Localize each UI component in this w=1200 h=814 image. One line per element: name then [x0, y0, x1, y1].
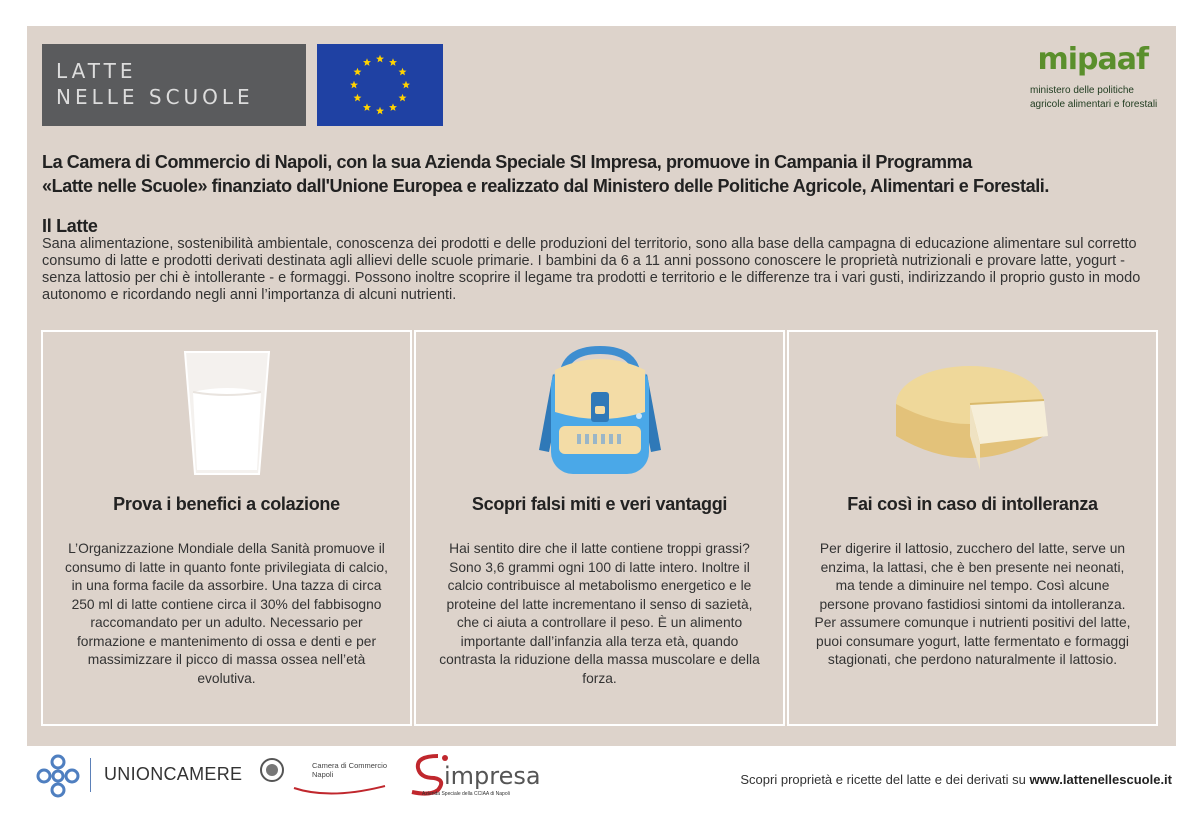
eu-star-icon: [363, 103, 371, 111]
card-title: Scopri falsi miti e veri vantaggi: [471, 494, 728, 514]
camera-commercio-logo: [260, 756, 395, 801]
mipaaf-sub-line1: ministero delle politiche: [1030, 85, 1134, 96]
unioncamere-logo-text: UNIONCAMERE: [104, 764, 243, 784]
headline-line1: La Camera di Commercio di Napoli, con la sua Azienda Speciale SI Impresa, promuove in Campania il Programma: [42, 152, 972, 172]
card-colazione: [41, 330, 412, 726]
latte-nelle-scuole-logo: [42, 44, 306, 126]
card-body: Per digerire il lattosio, zucchero del latte, serve un enzima, la lattasi, che è ben presente nei neonati, ma tende a diminuire nel tempo. Così alcune persone provano fastidiosi sintomi da intolleranza. Per assumere comunque i nutrienti positivi del latte, puoi consumare yogurt, latte fermentato e formaggi stagionati, che perdono naturalmente il lattosio.: [814, 541, 1131, 667]
logo-latte-line1: LATTE: [56, 59, 137, 83]
eu-flag-logo: [317, 44, 443, 126]
si-impresa-logo: [408, 750, 543, 803]
si-logo-sub: Azienda Speciale della CCIAA di Napoli: [422, 791, 510, 797]
eu-star-icon: [363, 58, 371, 66]
headline: [42, 150, 1162, 198]
section-title: Il Latte: [42, 216, 98, 236]
footer-divider: [90, 758, 91, 792]
eu-star-icon: [353, 94, 361, 102]
headline-line2: «Latte nelle Scuole» finanziato dall'Unione Europea e realizzato dal Ministero delle Politiche Agricole, Alimentari e Forestali.: [42, 176, 1050, 196]
backpack-icon: [525, 340, 675, 480]
card-body: Hai sentito dire che il latte contiene troppi grassi? Sono 3,6 grammi ogni 100 di latte intero. Inoltre il calcio contribuisce al metabolismo energetico e le proteine del latte incrementano il senso di sazietà, che ci aiuta a controllare il peso. È un alimento importante dall’infanzia alla terza età, quando contrasta la riduzione della massa muscolare e della forza.: [439, 541, 760, 686]
logo-latte-line2: NELLE SCUOLE: [56, 85, 254, 109]
unioncamere-icon: [34, 752, 82, 805]
mipaaf-sub-line2: agricole alimentari e forestali: [1030, 99, 1158, 110]
eu-star-icon: [350, 81, 358, 89]
card-title: Fai così in caso di intolleranza: [847, 494, 1098, 514]
mipaaf-brand: mipaaf: [1037, 42, 1148, 77]
eu-star-icon: [399, 94, 407, 102]
card-title: Prova i benefici a colazione: [113, 494, 340, 514]
camera-logo-line2: Napoli: [312, 770, 334, 779]
eu-stars-icon: [317, 44, 443, 126]
intro-paragraph: Sana alimentazione, sostenibilità ambientale, conoscenza dei prodotti e delle produzioni del territorio, sono alla base della campagna di educazione alimentare sul corretto consumo di latte e prodotti derivati destinata agli allievi delle scuole primarie. I bambini da 6 a 11 anni possono conoscere le proprietà nutrizionali e provare latte, yogurt - senza lattosio per chi è intollerante - e formaggi. Possono inoltre scoprire il legame tra prodotti e territorio e le differenze tra i vari gusti, indirizzando il proprio gusto in modo autonomo e ricordando negli anni l’importanza di alcuni nutrienti.: [42, 236, 1141, 303]
card-intolleranza: [787, 330, 1158, 726]
eu-star-icon: [389, 103, 397, 111]
card-body: L’Organizzazione Mondiale della Sanità promuove il consumo di latte in quanto fonte privilegiata di calcio, in una forma facile da assorbire. Una tazza di circa 250 ml di latte contiene circa il 30% del fabbisogno raccomandato per un adulto. Necessario per formazione e mantenimento di ossa e denti e per massimizzare il picco di massa ossea nell’età evolutiva.: [65, 541, 388, 686]
footer-website-note: [740, 772, 1172, 787]
eu-star-icon: [353, 68, 361, 76]
footer-text: Scopri proprietà e ricette del latte e dei derivati su: [740, 772, 1030, 787]
eu-star-icon: [376, 55, 384, 63]
card-falsi-miti: [414, 330, 785, 726]
si-logo-brand: impresa: [444, 762, 541, 790]
eu-star-icon: [376, 107, 384, 115]
eu-star-icon: [399, 68, 407, 76]
website-link[interactable]: www.lattenellescuole.it: [1029, 772, 1172, 787]
eu-star-icon: [402, 81, 410, 89]
milk-glass-icon: [167, 340, 287, 480]
camera-logo-line1: Camera di Commercio: [312, 761, 388, 770]
mipaaf-logo: [1030, 44, 1160, 112]
eu-star-icon: [389, 58, 397, 66]
cheese-wheel-icon: [888, 340, 1058, 480]
